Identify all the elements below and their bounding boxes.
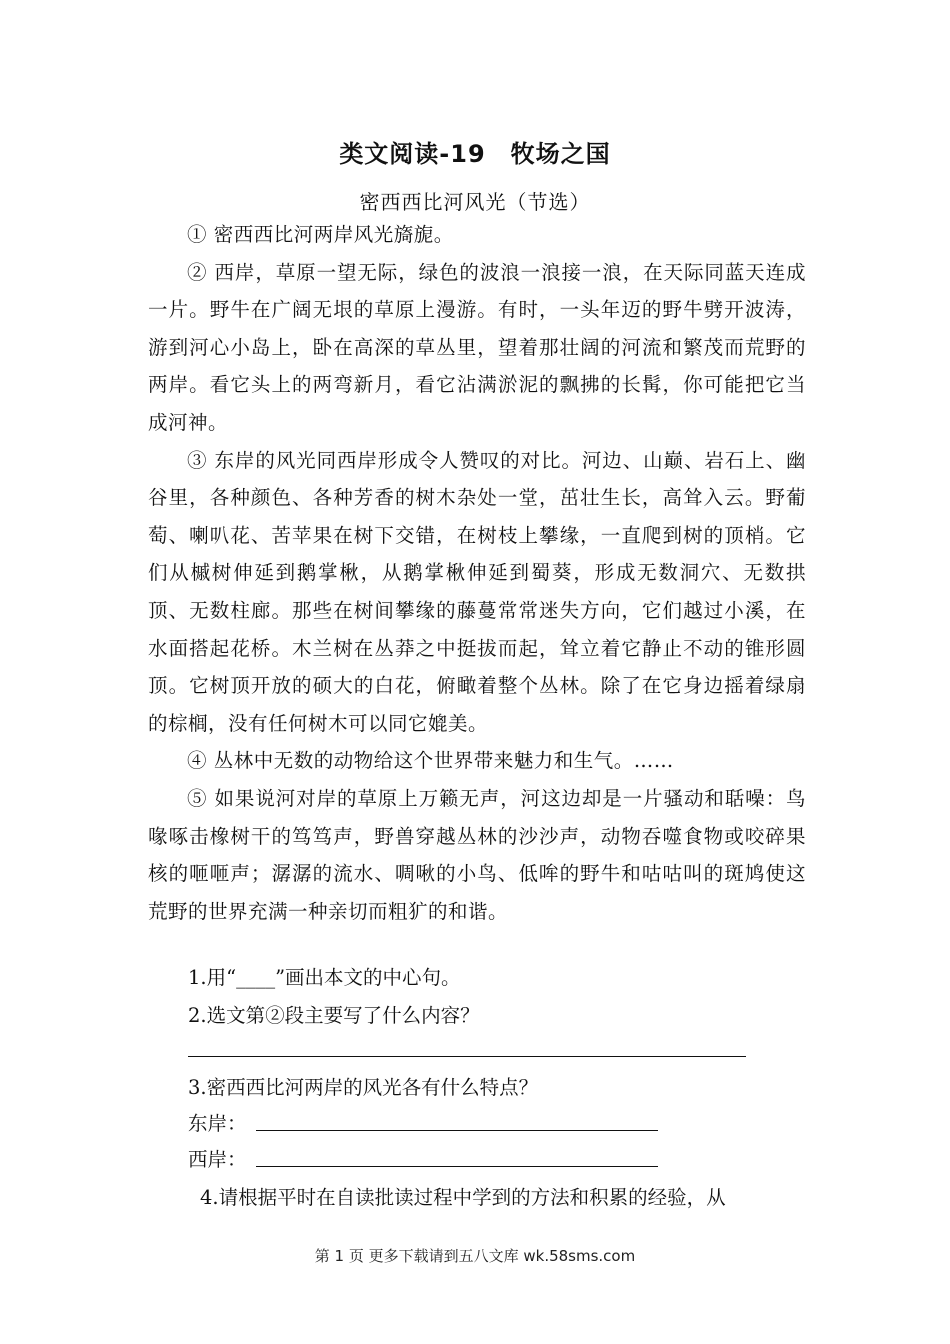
answer-line-q2[interactable] (188, 1056, 746, 1057)
question-3: 3.密西西比河两岸的风光各有什么特点？ (188, 1076, 539, 1099)
west-bank-label: 西岸： (188, 1148, 247, 1171)
page-footer: 第 1 页 更多下载请到五八文库 wk.58sms.com (314, 1247, 636, 1265)
passage-body (148, 216, 806, 930)
page-title: 类文阅读-19 牧场之国 (339, 140, 611, 168)
paragraph-3: ③ 东岸的风光同西岸形成令人赞叹的对比。河边、山巅、岩石上、幽谷里，各种颜色、各种芳香的树木杂处一堂，茁壮生长，高耸入云。野葡萄、喇叭花、苦苹果在树下交错，在树枝上攀缘，一直爬到树的顶梢。它们从槭树伸延到鹅掌楸，从鹅掌楸伸延到蜀葵，形成无数洞穴、无数拱顶、无数柱廊。那些在树间攀缘的藤蔓常常迷失方向，它们越过小溪，在水面搭起花桥。木兰树在丛莽之中挺拔而起，耸立着它静止不动的锥形圆顶。它树顶开放的硕大的白花，俯瞰着整个丛林。除了在它身边摇着绿扇的棕榈，没有任何树木可以同它媲美。 (148, 448, 806, 735)
question-4: 4.请根据平时在自读批读过程中学到的方法和积累的经验，从 (200, 1186, 726, 1209)
answer-line-east[interactable] (256, 1130, 658, 1131)
east-bank-label: 东岸： (188, 1112, 247, 1135)
question-2: 2.选文第②段主要写了什么内容？ (188, 1004, 480, 1027)
question-1: 1.用“____”画出本文的中心句。 (188, 966, 461, 989)
paragraph-4: ④ 丛林中无数的动物给这个世界带来魅力和生气。…… (187, 749, 674, 773)
passage-subtitle: 密西西比河风光（节选） (359, 190, 591, 214)
paragraph-5: ⑤ 如果说河对岸的草原上万籁无声，河这边却是一片骚动和聒噪：鸟喙啄击橡树干的笃笃声，野兽穿越丛林的沙沙声，动物吞噬食物或咬碎果核的咂咂声；潺潺的流水、啁啾的小鸟、低哞的野牛和咕咕叫的斑鸠使这荒野的世界充满一种亲切而粗犷的和谐。 (148, 786, 806, 923)
paragraph-2: ② 西岸，草原一望无际，绿色的波浪一浪接一浪，在天际同蓝天连成一片。野牛在广阔无垠的草原上漫游。有时，一头年迈的野牛劈开波涛，游到河心小岛上，卧在高深的草丛里，望着那壮阔的河流和繁茂而荒野的两岸。看它头上的两弯新月，看它沾满淤泥的飘拂的长髯，你可能把它当成河神。 (148, 260, 806, 434)
paragraph-1: ① 密西西比河两岸风光旖旎。 (187, 223, 454, 246)
answer-line-west[interactable] (256, 1166, 658, 1167)
